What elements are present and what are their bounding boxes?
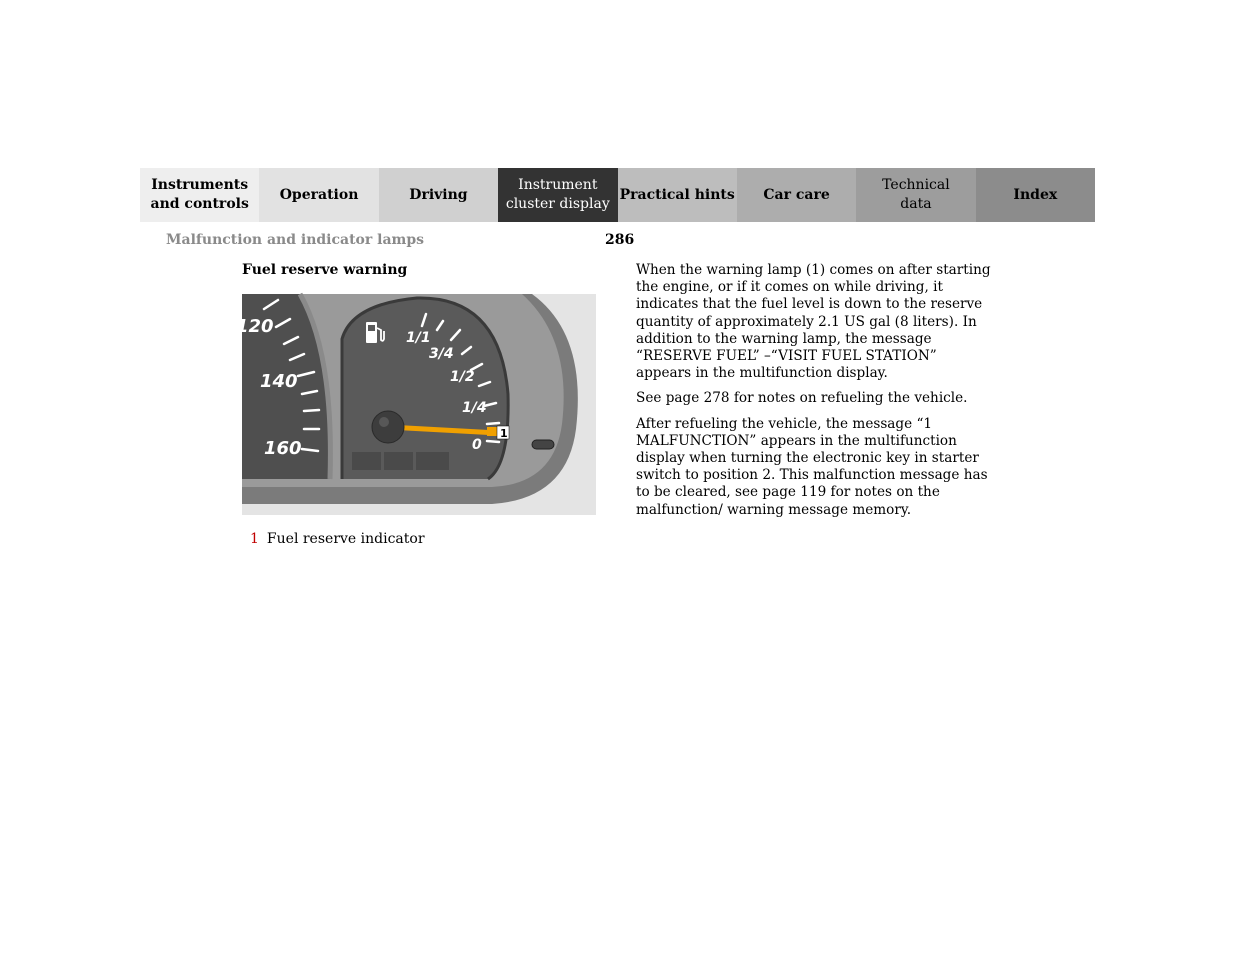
needle-hub: [372, 411, 404, 443]
tab-label: Car care: [763, 186, 830, 203]
callout-marker-number: 1: [500, 427, 508, 440]
cluster-svg: [236, 294, 596, 515]
tab-instruments-and-controls[interactable]: [140, 168, 259, 222]
tab-label: Practical hints: [619, 186, 735, 203]
display-segments: [352, 452, 449, 470]
fuel-label-full: 1/1: [406, 330, 431, 346]
paragraph: After refueling the vehicle, the message “1 MALFUNCTION” appears in the multifunction display when turning the electronic key in starter switch to position 2. This malfunction message has to be cleared, see page 119 for notes on the malfunction/ warning message memory.: [636, 415, 988, 518]
tab-operation[interactable]: [259, 168, 378, 222]
speed-label-160: 160: [264, 438, 302, 459]
tab-practical-hints[interactable]: [618, 168, 737, 222]
paragraph: See page 278 for notes on refueling the vehicle.: [636, 390, 968, 407]
caption-number: 1: [250, 531, 259, 547]
speed-label-120: 120: [236, 316, 274, 337]
tab-label: Technical data: [882, 177, 950, 212]
caption-text: Fuel reserve indicator: [266, 531, 425, 547]
reset-knob: [532, 440, 554, 449]
section-title: Malfunction and indicator lamps: [166, 232, 425, 248]
figure-heading: Fuel reserve warning: [242, 262, 408, 278]
page-number: 286: [605, 232, 635, 248]
tab-label: Driving: [409, 186, 468, 203]
fuel-label-quarter: 1/4: [462, 400, 487, 416]
fuel-label-half: 1/2: [450, 369, 475, 385]
tab-driving[interactable]: [379, 168, 498, 222]
tab-label: Index: [1013, 186, 1058, 203]
speed-label-140: 140: [260, 371, 298, 392]
tab-car-care[interactable]: [737, 168, 856, 222]
fuel-label-empty: 0: [472, 437, 482, 453]
fuel-label-three-quarter: 3/4: [429, 346, 454, 362]
nav-tabs: [140, 168, 1095, 222]
tab-label: Operation: [279, 186, 359, 203]
figure-caption: [250, 531, 425, 547]
tab-index[interactable]: [976, 168, 1095, 222]
tab-label: Instrument cluster display: [505, 177, 610, 212]
tab-technical-data[interactable]: [856, 168, 975, 222]
body-text: [636, 262, 996, 527]
paragraph: When the warning lamp (1) comes on after starting the engine, or if it comes on while driving, it indicates that the fuel level is down to the reserve quantity of approximately 2.1 US gal (8 liters). In addition to the warning lamp, the message “RESERVE FUEL” –“VISIT FUEL STATION” appears in the multifunction display.: [636, 262, 991, 382]
tab-label: Instruments and controls: [150, 177, 249, 212]
instrument-cluster-illustration: [236, 294, 596, 515]
tab-instrument-cluster-display[interactable]: [498, 168, 617, 222]
